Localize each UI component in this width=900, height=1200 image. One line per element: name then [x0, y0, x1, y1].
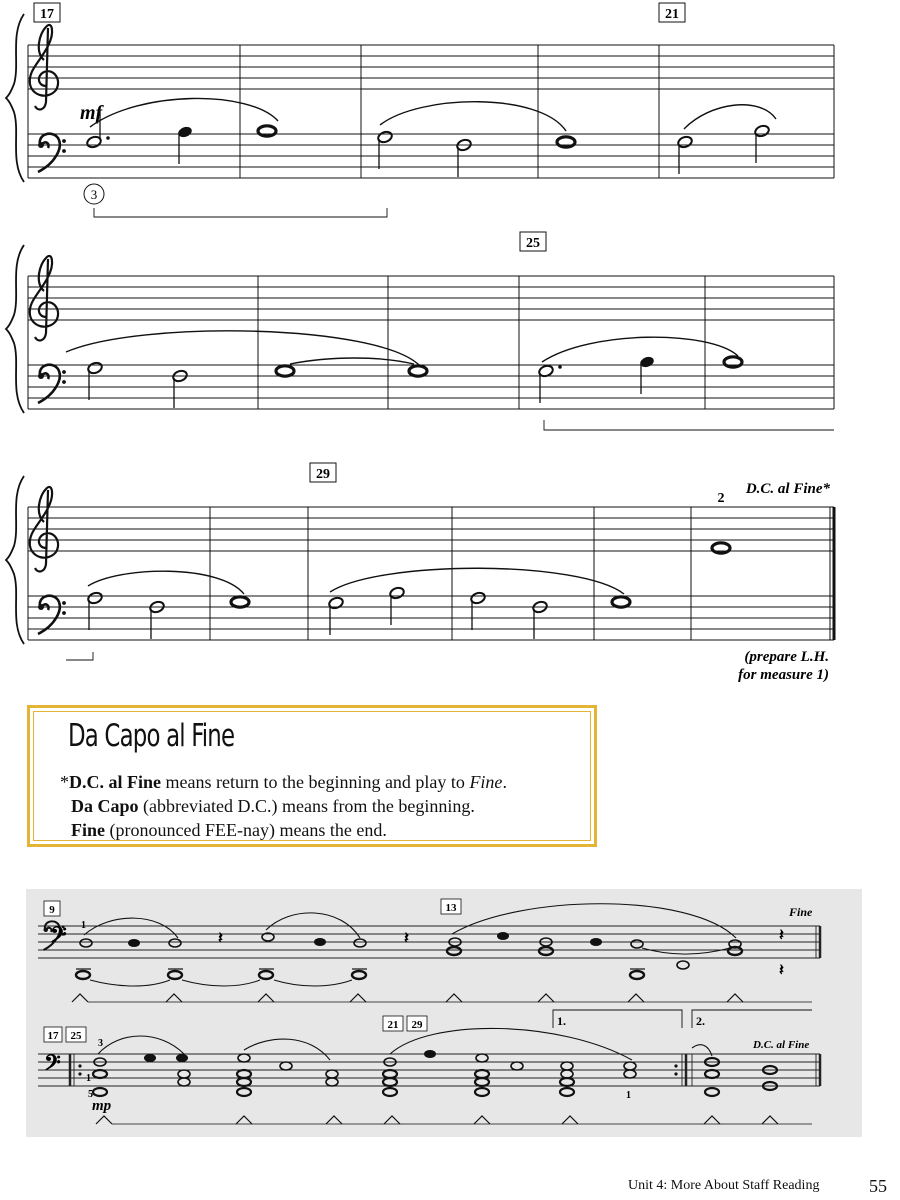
info-box-title: Da Capo al Fine	[68, 718, 235, 754]
measure-number: 13	[445, 902, 457, 914]
svg-text:𝄽: 𝄽	[218, 930, 223, 947]
svg-text:𝄽: 𝄽	[404, 930, 409, 947]
second-ending: 2.	[696, 1014, 705, 1028]
measure-number: 21	[665, 7, 679, 22]
term-dc-al-fine: D.C. al Fine	[69, 772, 161, 792]
measure-number: 17	[40, 7, 54, 22]
dynamic-marking: mp	[92, 1098, 112, 1114]
finger-number: 1	[86, 1073, 91, 1084]
svg-text:𝄢: 𝄢	[44, 1051, 61, 1080]
exercise	[38, 899, 820, 1124]
footer-unit-title: Unit 4: More About Staff Reading	[628, 1178, 820, 1193]
prepare-note-line-1: (prepare L.H.	[744, 649, 829, 665]
definition-text: means return to the beginning and play to	[161, 772, 470, 792]
dynamic-marking: mf	[80, 102, 103, 124]
info-line-2	[71, 796, 475, 817]
info-box	[27, 705, 597, 847]
finger-number: 2	[717, 491, 725, 506]
measure-number: 29	[316, 467, 330, 482]
fine-italic: Fine	[469, 772, 503, 792]
system-3	[6, 463, 834, 683]
finger-number: 5	[88, 1089, 93, 1100]
term-fine: Fine	[71, 820, 105, 840]
info-line-3	[71, 820, 387, 841]
svg-text:𝄢: 𝄢	[50, 923, 67, 952]
finger-number: 3	[98, 1038, 103, 1049]
svg-text:𝄽: 𝄽	[779, 927, 784, 944]
measure-number: 25	[526, 236, 540, 251]
dc-al-fine-label: D.C. al Fine	[753, 1039, 810, 1051]
term-da-capo: Da Capo	[71, 796, 139, 816]
svg-text:𝄽: 𝄽	[779, 962, 784, 979]
first-ending: 1.	[557, 1014, 566, 1028]
system-2	[6, 232, 834, 430]
system-1	[6, 3, 834, 217]
asterisk: *	[60, 772, 69, 792]
measure-number: 25	[70, 1030, 82, 1042]
period: .	[502, 772, 507, 792]
measure-number: 9	[49, 904, 55, 916]
definition-text: (pronounced FEE-nay) means the end.	[105, 820, 387, 840]
fine-label: Fine	[789, 905, 813, 919]
measure-number: 29	[411, 1019, 423, 1031]
page-number: 55	[869, 1176, 887, 1196]
finger-number: 3	[90, 187, 98, 202]
measure-number: 17	[47, 1030, 59, 1042]
info-line-1	[60, 772, 507, 793]
prepare-note-line-2: for measure 1)	[738, 667, 829, 683]
finger-number: 1	[81, 920, 86, 931]
measure-number: 21	[387, 1019, 399, 1031]
finger-number: 1	[626, 1090, 631, 1101]
dc-al-fine-marking: D.C. al Fine*	[745, 481, 830, 497]
definition-text: (abbreviated D.C.) means from the beginning.	[138, 796, 475, 816]
